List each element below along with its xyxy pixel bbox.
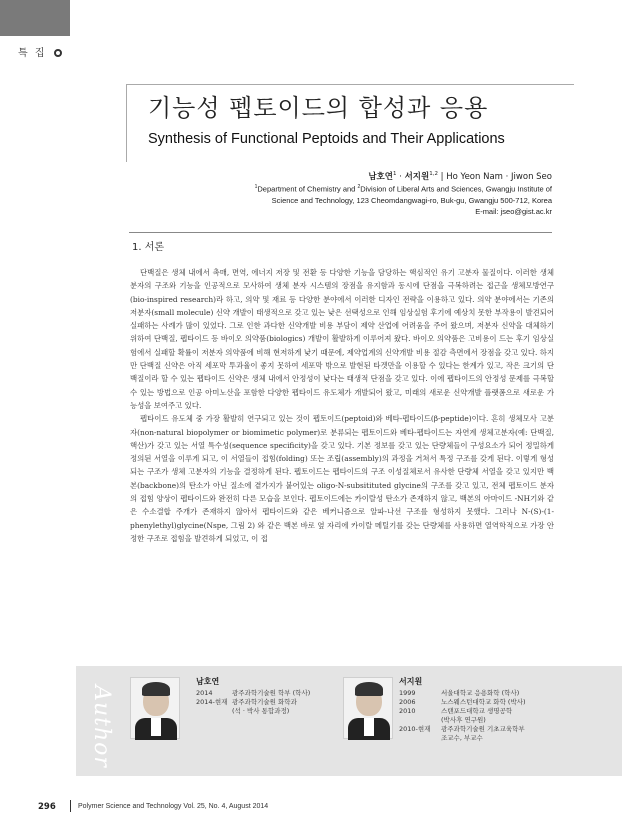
affil-sup-2: 2 <box>357 184 361 190</box>
section-tag-label: 특 집 <box>18 48 47 59</box>
section-heading: 1. 서론 <box>132 242 165 253</box>
cv-year: 2006 <box>399 698 416 706</box>
cv-entry: 광주과학기술원 학부 (학사) <box>232 689 311 697</box>
author-2-panel-name: 서지원 <box>399 677 423 686</box>
cv-entry: (석 · 박사 통합과정) <box>232 707 290 715</box>
author-1-name: 남호연 <box>368 172 393 182</box>
circle-icon <box>54 49 62 57</box>
affiliation <box>222 182 552 217</box>
cv-year <box>399 716 430 725</box>
cv-entry: 광주과학기술원 화학과 <box>232 698 297 706</box>
cv-entry: 조교수, 부교수 <box>441 734 483 742</box>
cv-entry: 노스웨스턴대학교 화학 (박사) <box>441 698 526 706</box>
hair-shape <box>355 682 383 696</box>
affil-sup-1: 1 <box>254 184 258 190</box>
journal-citation: Polymer Science and Technology Vol. 25, No. 4, August 2014 <box>78 803 269 810</box>
author-label-text: Author <box>88 685 114 768</box>
affil-line1-b: Division of Liberal Arts and Sciences, Gwangju Institute of <box>360 184 552 194</box>
affil-email[interactable]: E-mail: jseo@gist.ac.kr <box>475 206 552 216</box>
footer-divider <box>70 800 71 812</box>
author-1-sup: 1 <box>392 171 397 178</box>
author-line <box>368 170 552 182</box>
cv-year: 2014 <box>196 689 213 697</box>
cv-entry: 서울대학교 응용화학 (학사) <box>441 689 520 697</box>
cv-year: 1999 <box>399 689 416 697</box>
paragraph-2: 펩타이드 유도체 중 가장 활발히 연구되고 있는 것이 펩토이드(peptoid)와 베타-펩타이드(β-peptide)이다. 흔히 생체모사 고분자(non-natural biopolymer or biomimetic polymer)로 분류되는 펩토이드와 베타-펩타이드는 자연계 생체고분자(예: 단백질, 핵산)가 갖고 있는 서열 특수성(sequence specificity)을 갖고 있다. 기본 정보를 갖고 있는 단량체들이 구성요소가 되어 정밀하게 정의된 서열을 이루게 되고, 이 서열들이 접힘(folding) 또는 조립(assembly)의 과정을 거쳐서 특정 구조를 갖게 된다. 이렇게 형성되는 구조가 생체 고분자의 기능을 결정하게 된다. 펩토이드는 펩타이드의 구조 이성질체로서 유사한 단량체 서열을 갖고 있지만 백본(backbone)의 탄소가 아닌 질소에 곁가지가 붙어있는 oligo-N-subsitituted glycine의 구조를 갖고 있고, 전체 펩토이드 분자의 접힘 양상이 펩타이드와 완전히 다른 모습을 보인다. 펩토이드에는 카이랄성 탄소가 존재하지 않고, 백본의 아마이드 -NH기와 같은 수소결합 주개가 존재하지 않아서 펩타이드와 같은 베커니즘으로 알파-나선 구조를 형성하지 못했다. 그러나 N-(S)-(1-phenylethyl)glycine(Nspe, 그림 2) 와 같은 백본 바로 옆 자리에 카이랄 메틸기를 갖는 단량체를 사용하면 열역학적으로 가장 안정한 구조로 접힘을 발견하게 되었고, 이 접 <box>130 414 554 543</box>
page-number: 296 <box>38 802 56 812</box>
author-2-sup: 1,2 <box>429 171 438 178</box>
hair-shape <box>142 682 170 696</box>
shirt-shape <box>151 718 161 736</box>
author-label <box>80 685 120 768</box>
author-1-years <box>196 689 227 707</box>
authors-english: | Ho Yeon Nam · Jiwon Seo <box>437 172 552 182</box>
cv-year: 2010-현재 <box>399 725 431 733</box>
divider <box>129 232 552 233</box>
author-1-panel-name: 남호연 <box>196 677 220 686</box>
affil-line1-a: Department of Chemistry and <box>257 184 358 194</box>
cv-entry: 광주과학기술원 기초교육학부 <box>441 725 525 733</box>
cv-year: 2014-현재 <box>196 698 228 706</box>
paragraph-1: 단백질은 생체 내에서 촉매, 면역, 에너지 저장 및 전환 등 다양한 기능을 담당하는 핵심적인 유기 고분자 물질이다. 이러한 생체 분자의 구조와 기능을 인공적으로 모사하여 생체 분자 시스템의 장점을 유지함과 동시에 단점을 극복하려는 접근을 생체모방연구(bio-inspired research)라 하고, 의약 및 재료 등 다양한 분야에서 이러한 디자인 전략을 이용하고 있다. 의약 분야에서는 기존의 저분자(small molecule) 신약 개발이 태생적으로 갖고 있는 낮은 선택성으로 인해 임상실험 후기에 예상치 못한 부작용이 발견되어 실패하는 사례가 많이 있었다. 그로 인한 과다한 신약개발 비용 부담이 제약 산업에 어려움을 주어 왔으며, 저분자 신약을 대체하기 위하여 단백질, 펩타이드 등 바이오 의약품(biologics) 개발이 활발하게 이루어져 왔다. 바이오 의약품은 고비용이 드는 후기 임상실험에서 실패할 확률이 저분자 의약품에 비해 현저하게 낮기 때문에, 제약업계의 신약개발 비용 절감 측면에서 장점을 갖고 있다. 하지만 단백질 신약은 아직 세포막 투과율이 좋지 못하여 세포막 밖으로 발현된 타겟만을 이용할 수 있다는 한계가 있고, 작은 크기의 단백질이라 할 수 있는 펩타이드 신약은 생체 내에서 안정성이 낮다는 태생적 단점을 갖고 있다. 이에 펩타이드의 안정성 문제를 극복할 수 있는 방법으로 인공 아미노산을 포함한 다양한 펩타이드 유도체가 개발되어 왔고, 미래의 새로운 신약개발 플랫폼으로 새로운 가능성을 보여주고 있다. <box>130 268 554 410</box>
article-title-english: Synthesis of Functional Peptoids and Their Applications <box>148 131 505 147</box>
author-2-cv <box>441 689 526 743</box>
author-1-cv <box>232 689 310 716</box>
cv-year: 2010 <box>399 707 416 715</box>
author-2-photo <box>343 677 393 739</box>
author-1-photo <box>130 677 180 739</box>
cv-entry: (박사후 연구원) <box>441 716 486 724</box>
author-2-name: 서지원 <box>404 172 430 182</box>
author-2-years <box>399 689 430 734</box>
cv-entry: 스탠포드대학교 생명공학 <box>441 707 513 715</box>
body-text <box>130 266 554 545</box>
author-sep: · <box>396 172 405 182</box>
shirt-shape <box>364 718 374 736</box>
corner-block <box>0 0 70 36</box>
section-tag <box>18 44 62 59</box>
affil-line2: Science and Technology, 123 Cheomdangwagi-ro, Buk-gu, Gwangju 500-712, Korea <box>271 195 552 205</box>
article-title-korean: 기능성 펩토이드의 합성과 응용 <box>148 94 489 122</box>
